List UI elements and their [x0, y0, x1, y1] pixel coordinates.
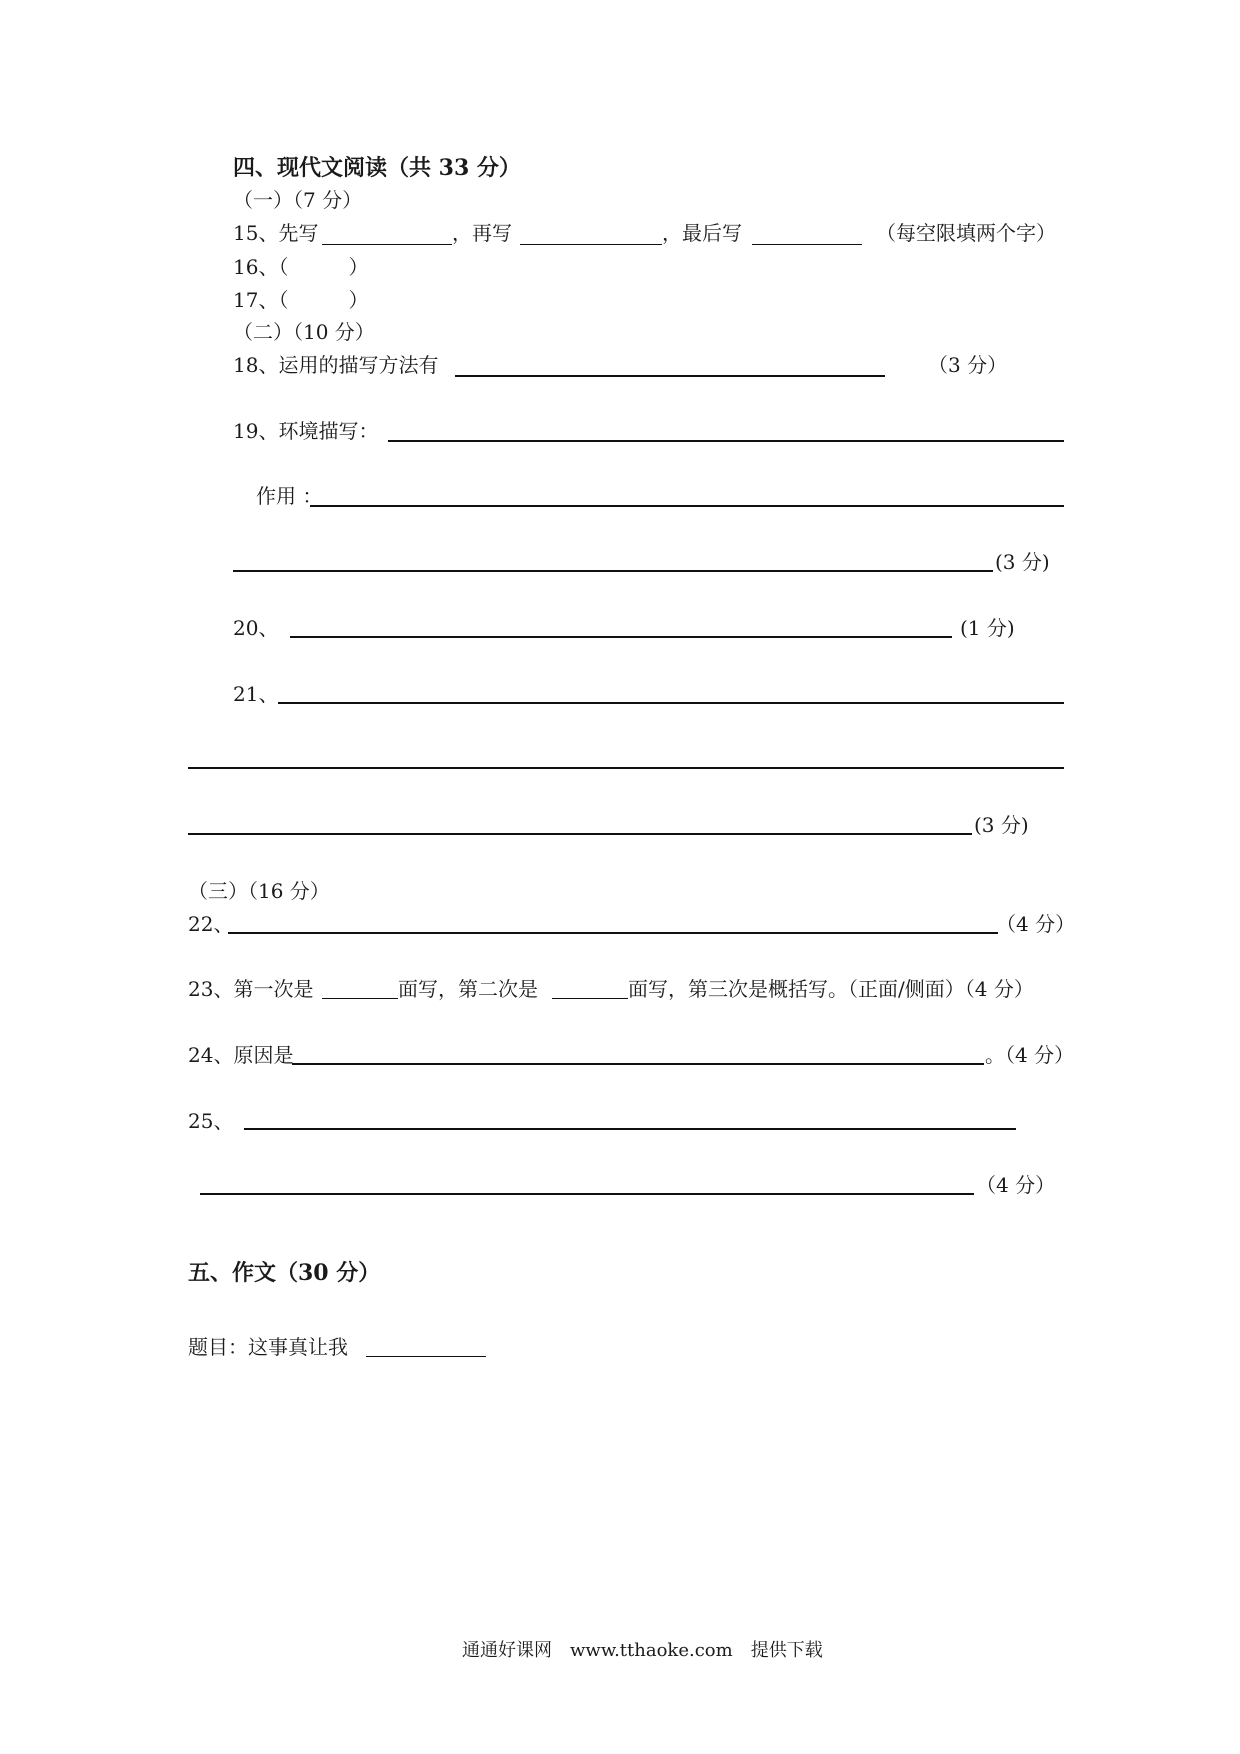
q16-answer: 16、（ ） [233, 255, 369, 279]
part3-heading: （三）（16 分） [188, 879, 330, 903]
q23-blank-1[interactable] [322, 998, 398, 999]
q24-label: 24、原因是 [188, 1043, 294, 1067]
q20-blank[interactable] [290, 636, 952, 638]
q15-blank-2[interactable] [520, 244, 662, 245]
section5-title: 五、作文（30 分） [188, 1260, 381, 1286]
q19-effect-blank-1[interactable] [310, 505, 1064, 507]
q19-effect-blank-2[interactable] [233, 570, 993, 572]
q15-note: （每空限填两个字） [876, 221, 1056, 245]
q21-score: (3 分) [974, 813, 1029, 837]
q17-answer: 17、（ ） [233, 288, 369, 312]
q21-blank-2[interactable] [188, 767, 1064, 769]
q20-label: 20、 [233, 616, 279, 640]
q15-mid2: ，最后写 [662, 221, 742, 245]
essay-topic: 题目：这事真让我 [188, 1335, 348, 1359]
q22-score: （4 分） [996, 912, 1076, 936]
q21-label: 21、 [233, 682, 279, 706]
q24-blank[interactable] [292, 1063, 984, 1065]
q20-score: (1 分) [960, 616, 1015, 640]
q21-blank-3[interactable] [188, 833, 972, 835]
q25-blank-1[interactable] [244, 1128, 1016, 1130]
q22-label: 22、 [188, 912, 234, 936]
q18-label: 18、运用的描写方法有 [233, 353, 439, 377]
q23-mid1: 面写，第二次是 [398, 977, 538, 1001]
q15-blank-1[interactable] [322, 244, 452, 245]
q19-label: 19、环境描写： [233, 419, 379, 443]
q22-blank[interactable] [228, 932, 998, 934]
q25-score: （4 分） [976, 1173, 1056, 1197]
q19-score: (3 分) [995, 550, 1050, 574]
essay-topic-blank[interactable] [366, 1356, 486, 1357]
q19-blank[interactable] [388, 440, 1064, 442]
q18-blank[interactable] [455, 375, 885, 377]
section4-title: 四、现代文阅读（共 33 分） [233, 155, 521, 181]
q21-blank-1[interactable] [278, 702, 1064, 704]
part1-heading: （一）（7 分） [233, 188, 363, 212]
q15-blank-3[interactable] [752, 244, 862, 245]
q15-mid1: ，再写 [452, 221, 512, 245]
q25-blank-2[interactable] [200, 1193, 974, 1195]
part2-heading: （二）（10 分） [233, 320, 375, 344]
q15-label: 15、先写 [233, 221, 319, 245]
q19-effect-label: 作用 ： [256, 484, 323, 508]
page-footer: 通通好课网 www.tthaoke.com 提供下载 [462, 1640, 823, 1661]
q23-mid2: 面写，第三次是概括写。（正面/侧面）（4 分） [628, 977, 1034, 1001]
q23-blank-2[interactable] [552, 998, 628, 999]
q18-score: （3 分） [928, 353, 1008, 377]
q25-label: 25、 [188, 1109, 234, 1133]
q24-score: 。（4 分） [985, 1043, 1075, 1067]
q23-label: 23、第一次是 [188, 977, 314, 1001]
